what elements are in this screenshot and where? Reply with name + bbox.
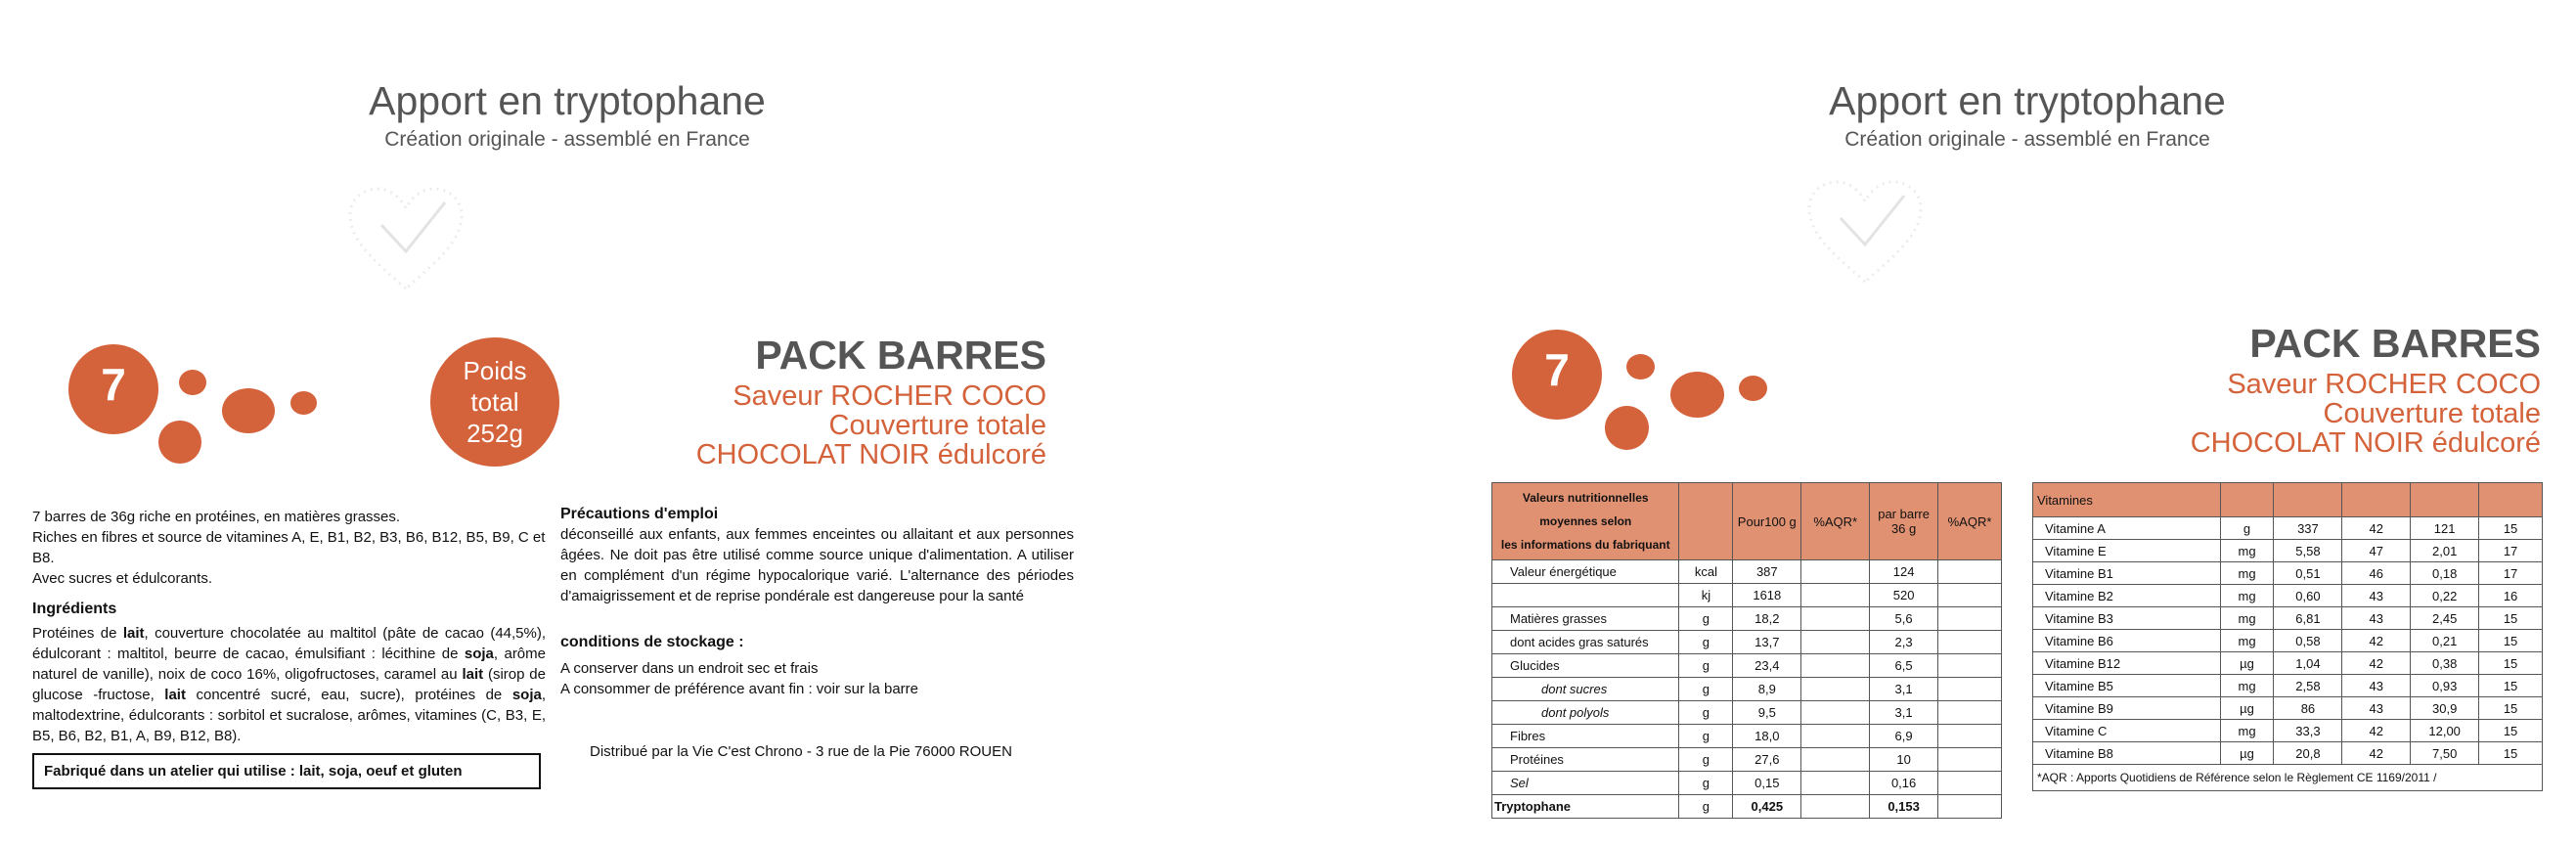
nutrient-cell [1801,748,1870,772]
vitamins-body [2033,517,2543,765]
vitamin-cell: 86 [2274,697,2342,720]
vitamin-cell: 42 [2342,630,2411,652]
vitamin-cell: 121 [2411,517,2479,540]
allergen-notice: Fabriqué dans un atelier qui utilise : lait, soja, oeuf et gluten [32,753,541,789]
distributor: Distribué par la Vie C'est Chrono - 3 rue de la Pie 76000 ROUEN [590,743,1012,760]
vitamin-name: Vitamine E [2033,540,2221,562]
pack-line: Couverture totale [2323,398,2541,429]
nutrition-row [1492,584,2002,607]
nutrient-cell: 9,5 [1733,701,1801,725]
vitamin-name: Vitamine B5 [2033,675,2221,697]
nutrient-name: Fibres [1492,725,1679,748]
brand-subtitle-left: Création originale - assemblé en France [384,128,750,151]
nutrition-row [1492,701,2002,725]
vitamin-name: Vitamine B6 [2033,630,2221,652]
nutrient-cell: 0,15 [1733,772,1801,795]
nutrient-cell [1801,725,1870,748]
nutrient-cell [1801,560,1870,584]
nutrient-cell: g [1679,748,1733,772]
vitamin-row [2033,607,2543,630]
vitamin-cell: 15 [2479,607,2543,630]
nutrition-row [1492,560,2002,584]
weight-badge [430,337,559,467]
vitamin-cell: 43 [2342,585,2411,607]
nutrient-cell: 5,6 [1870,607,1938,631]
nutrient-name: Matières grasses [1492,607,1679,631]
vitamins-table [2032,482,2543,791]
vitamin-cell: 6,81 [2274,607,2342,630]
weight-label-1: Poids [463,356,527,385]
nutrient-cell [1938,701,2002,725]
nutrient-cell [1938,725,2002,748]
vitamin-name: Vitamine B9 [2033,697,2221,720]
vitamin-cell: 43 [2342,675,2411,697]
pack-line: CHOCOLAT NOIR édulcoré [695,439,1046,470]
vitamin-cell: mg [2220,585,2274,607]
nutrient-name [1492,584,1679,607]
count-number-right: 7 [1544,344,1570,395]
weight-label-2: total [470,387,519,417]
brand-title-right: Apport en tryptophane [1829,78,2226,123]
nutrient-cell: 1618 [1733,584,1801,607]
vitamin-name: Vitamine B2 [2033,585,2221,607]
vitamin-cell: 0,38 [2411,652,2479,675]
pack-line: Couverture totale [828,410,1046,441]
col-header: %AQR* [1801,483,1870,560]
vitamin-cell: 7,50 [2411,742,2479,765]
vitamin-name: Vitamine B1 [2033,562,2221,585]
vitamin-cell: 17 [2479,540,2543,562]
description-line: Riches en fibres et source de vitamines A, E, B1, B2, B3, B6, B12, B5, B9, C et B8. [32,529,546,566]
pack-title-left: PACK BARRES [755,333,1046,378]
weight-value: 252g [466,419,523,448]
pack-line: CHOCOLAT NOIR édulcoré [2190,427,2541,459]
vitamin-cell: mg [2220,720,2274,742]
vitamin-cell: 12,00 [2411,720,2479,742]
nutrient-cell: 10 [1870,748,1938,772]
vitamin-name: Vitamine A [2033,517,2221,540]
vitamin-cell: 0,93 [2411,675,2479,697]
col-header [2411,483,2479,517]
unit-col-header [1679,483,1733,560]
nutrient-cell: kj [1679,584,1733,607]
vitamin-cell: 43 [2342,697,2411,720]
nutrient-cell: 18,0 [1733,725,1801,748]
vitamin-name: Vitamine B8 [2033,742,2221,765]
nutrient-cell: 0,425 [1733,795,1801,819]
description-line: Avec sucres et édulcorants. [32,570,212,587]
aqr-footnote: *AQR : Apports Quotidiens de Référence selon le Règlement CE 1169/2011 / [2033,765,2543,791]
vitamin-row [2033,720,2543,742]
product-description [32,507,560,746]
nutrient-cell [1801,701,1870,725]
vitamin-cell: µg [2220,742,2274,765]
vitamin-cell: 42 [2342,720,2411,742]
pack-title-right: PACK BARRES [2249,321,2541,366]
nutrition-row [1492,654,2002,678]
nutrient-cell: 6,9 [1870,725,1938,748]
col-header [2479,483,2543,517]
vitamin-cell: 2,45 [2411,607,2479,630]
vitamin-cell: mg [2220,607,2274,630]
nutrient-cell: g [1679,654,1733,678]
col-header: %AQR* [1938,483,2002,560]
ingredients-heading: Ingrédients [32,601,117,617]
vitamin-cell: 15 [2479,652,2543,675]
nutrient-name: dont sucres [1492,678,1679,701]
nutrition-header-line: les informations du fabriquant [1500,538,1670,552]
nutrient-cell [1938,772,2002,795]
vitamin-name: Vitamine C [2033,720,2221,742]
nutrient-name: Valeur énergétique [1492,560,1679,584]
ingredients-part: concentré sucré, eau, sucre), protéines de [185,687,512,703]
vitamin-row [2033,585,2543,607]
count-number-left: 7 [101,359,126,410]
nutrient-cell [1801,631,1870,654]
nutrient-cell [1801,678,1870,701]
nutrient-cell: g [1679,795,1733,819]
nutrient-cell: g [1679,631,1733,654]
col-header-line: 36 g [1890,521,1917,536]
vitamin-cell: 43 [2342,607,2411,630]
pack-line: Saveur ROCHER COCO [733,380,1046,412]
col-header: Pour100 g [1733,483,1801,560]
decor-dot [1626,354,1655,379]
nutrient-name: Tryptophane [1492,795,1679,819]
vitamin-cell: 337 [2274,517,2342,540]
nutrient-cell [1801,607,1870,631]
vitamin-cell: 15 [2479,675,2543,697]
vitamin-cell: mg [2220,630,2274,652]
nutrient-cell [1938,748,2002,772]
nutrition-body [1492,560,2002,819]
nutrient-cell: 387 [1733,560,1801,584]
col-header [1870,483,1938,560]
vitamin-cell: 33,3 [2274,720,2342,742]
pack-line: Saveur ROCHER COCO [2227,369,2541,400]
precautions-text: déconseillé aux enfants, aux femmes enceintes ou allaitant et aux personnes âgées. Ne doit pas être utilisé comme source unique d'alimentation. A utiliser en complément d'un régime hypocalorique varié. L'alternance des périodes d'amaigrissement et de reprise pondérale est dangereuse pour la santé [560,526,1074,604]
vitamin-cell: 46 [2342,562,2411,585]
col-header-line: par barre [1878,507,1930,521]
nutrition-row [1492,795,2002,819]
nutrient-cell: 2,3 [1870,631,1938,654]
storage-line: A consommer de préférence avant fin : voir sur la barre [560,681,919,697]
vitamin-cell: 0,21 [2411,630,2479,652]
nutrient-cell: 6,5 [1870,654,1938,678]
nutrient-cell [1801,654,1870,678]
vitamin-cell: 0,60 [2274,585,2342,607]
nutrient-cell: 8,9 [1733,678,1801,701]
nutrient-name: Glucides [1492,654,1679,678]
nutrient-cell: g [1679,678,1733,701]
nutrition-row [1492,607,2002,631]
vitamins-header: Vitamines [2033,483,2221,517]
nutrient-cell [1801,795,1870,819]
ingredients-part: , arôme naturel de vanille), noix de coco 16%, oligofructoses, caramel au [32,646,546,683]
vitamin-cell: µg [2220,652,2274,675]
decor-dot [179,370,206,395]
allergen: lait [164,687,186,703]
allergen: soja [511,687,542,703]
decor-dot [290,391,317,415]
vitamin-cell: 2,01 [2411,540,2479,562]
col-header [2220,483,2274,517]
vitamin-row [2033,517,2543,540]
nutrition-table [1491,482,2002,819]
vitamin-cell: 0,51 [2274,562,2342,585]
nutrient-cell [1938,795,2002,819]
col-header [2274,483,2342,517]
brand-subtitle-right: Création originale - assemblé en France [1844,128,2210,151]
vitamin-cell: 15 [2479,517,2543,540]
nutrient-cell [1801,584,1870,607]
vitamin-row [2033,697,2543,720]
nutrient-cell: 124 [1870,560,1938,584]
ingredients-part: Protéines de [32,625,123,642]
nutrient-cell: 3,1 [1870,701,1938,725]
vitamin-cell: 20,8 [2274,742,2342,765]
decor-dot [158,421,201,464]
nutrient-cell: 18,2 [1733,607,1801,631]
nutrient-cell [1938,607,2002,631]
nutrition-row [1492,678,2002,701]
vitamins-footnote-row [2033,765,2543,791]
nutrient-cell [1938,584,2002,607]
vitamins-header-row [2033,483,2543,517]
vitamin-cell: 15 [2479,630,2543,652]
brand-title-left: Apport en tryptophane [369,78,766,123]
ingredients-part: (sirop de glucose -fructose, [32,666,546,703]
vitamin-cell: 0,18 [2411,562,2479,585]
nutrient-name: Protéines [1492,748,1679,772]
vitamin-row [2033,675,2543,697]
vitamin-cell: 42 [2342,742,2411,765]
vitamin-name: Vitamine B12 [2033,652,2221,675]
vitamin-cell: 0,58 [2274,630,2342,652]
ingredients-text [32,623,546,746]
nutrient-name: Sel [1492,772,1679,795]
vitamin-cell: µg [2220,697,2274,720]
vitamin-row [2033,630,2543,652]
vitamin-cell: 17 [2479,562,2543,585]
nutrient-cell [1938,654,2002,678]
nutrient-cell: 0,16 [1870,772,1938,795]
nutrient-cell: 3,1 [1870,678,1938,701]
vitamin-row [2033,742,2543,765]
vitamin-cell: 42 [2342,517,2411,540]
nutrition-header-line: moyennes selon [1539,514,1632,528]
vitamin-cell: 0,22 [2411,585,2479,607]
vitamin-cell: mg [2220,540,2274,562]
allergen: lait [122,625,145,642]
nutrient-cell: g [1679,701,1733,725]
nutrient-cell: g [1679,772,1733,795]
nutrient-cell: g [1679,725,1733,748]
vitamin-cell: 1,04 [2274,652,2342,675]
nutrition-header-line: Valeurs nutritionnelles [1522,491,1649,505]
heart-logo-left [342,181,469,298]
description-line: 7 barres de 36g riche en protéines, en matières grasses. [32,509,401,525]
decor-dot [1670,372,1724,418]
pack-subtitle-left [587,381,1046,469]
nutrient-cell [1938,560,2002,584]
vitamin-cell: g [2220,517,2274,540]
nutrient-cell: 13,7 [1733,631,1801,654]
nutrient-cell: g [1679,607,1733,631]
decor-dot [1605,406,1649,450]
storage-heading: conditions de stockage : [560,634,744,650]
vitamin-name: Vitamine B3 [2033,607,2221,630]
nutrient-cell: kcal [1679,560,1733,584]
nutrition-row [1492,772,2002,795]
nutrient-name: dont polyols [1492,701,1679,725]
vitamin-row [2033,540,2543,562]
vitamin-cell: 15 [2479,697,2543,720]
vitamin-cell: mg [2220,562,2274,585]
vitamin-row [2033,652,2543,675]
col-header [2342,483,2411,517]
vitamin-cell: 2,58 [2274,675,2342,697]
ingredients-part: , maltodextrine, édulcorants : sorbitol et sucralose, arômes, vitamines (C, B3, E, B5, B6, B2, B1, A, B9, B12, B8). [32,687,546,744]
nutrient-cell: 23,4 [1733,654,1801,678]
nutrient-cell [1801,772,1870,795]
nutrient-name: dont acides gras saturés [1492,631,1679,654]
vitamin-cell: 16 [2479,585,2543,607]
nutrition-row [1492,725,2002,748]
storage-line: A conserver dans un endroit sec et frais [560,660,819,677]
vitamin-cell: 15 [2479,742,2543,765]
precautions-block [560,504,1074,699]
vitamin-cell: mg [2220,675,2274,697]
decor-dot [1739,376,1767,401]
allergen: soja [464,646,494,662]
nutrient-cell [1938,631,2002,654]
nutrient-cell: 0,153 [1870,795,1938,819]
decor-dot [222,388,275,433]
vitamin-row [2033,562,2543,585]
allergen: lait [462,666,484,683]
pack-subtitle-right [2083,370,2541,458]
nutrient-cell: 520 [1870,584,1938,607]
vitamin-cell: 5,58 [2274,540,2342,562]
vitamin-cell: 42 [2342,652,2411,675]
nutrient-cell: 27,6 [1733,748,1801,772]
nutrient-cell [1938,678,2002,701]
nutrition-header [1492,483,1679,560]
heart-logo-right [1801,174,1929,291]
precautions-heading: Précautions d'emploi [560,506,719,522]
ingredients-part: , couverture chocolatée au maltitol (pâte de cacao (44,5%), édulcorant : maltitol, beurre de cacao, émulsifiant : lécithine de [32,625,547,662]
vitamin-cell: 15 [2479,720,2543,742]
vitamin-cell: 30,9 [2411,697,2479,720]
nutrition-row [1492,748,2002,772]
nutrition-header-row [1492,483,2002,560]
nutrition-row [1492,631,2002,654]
vitamin-cell: 47 [2342,540,2411,562]
